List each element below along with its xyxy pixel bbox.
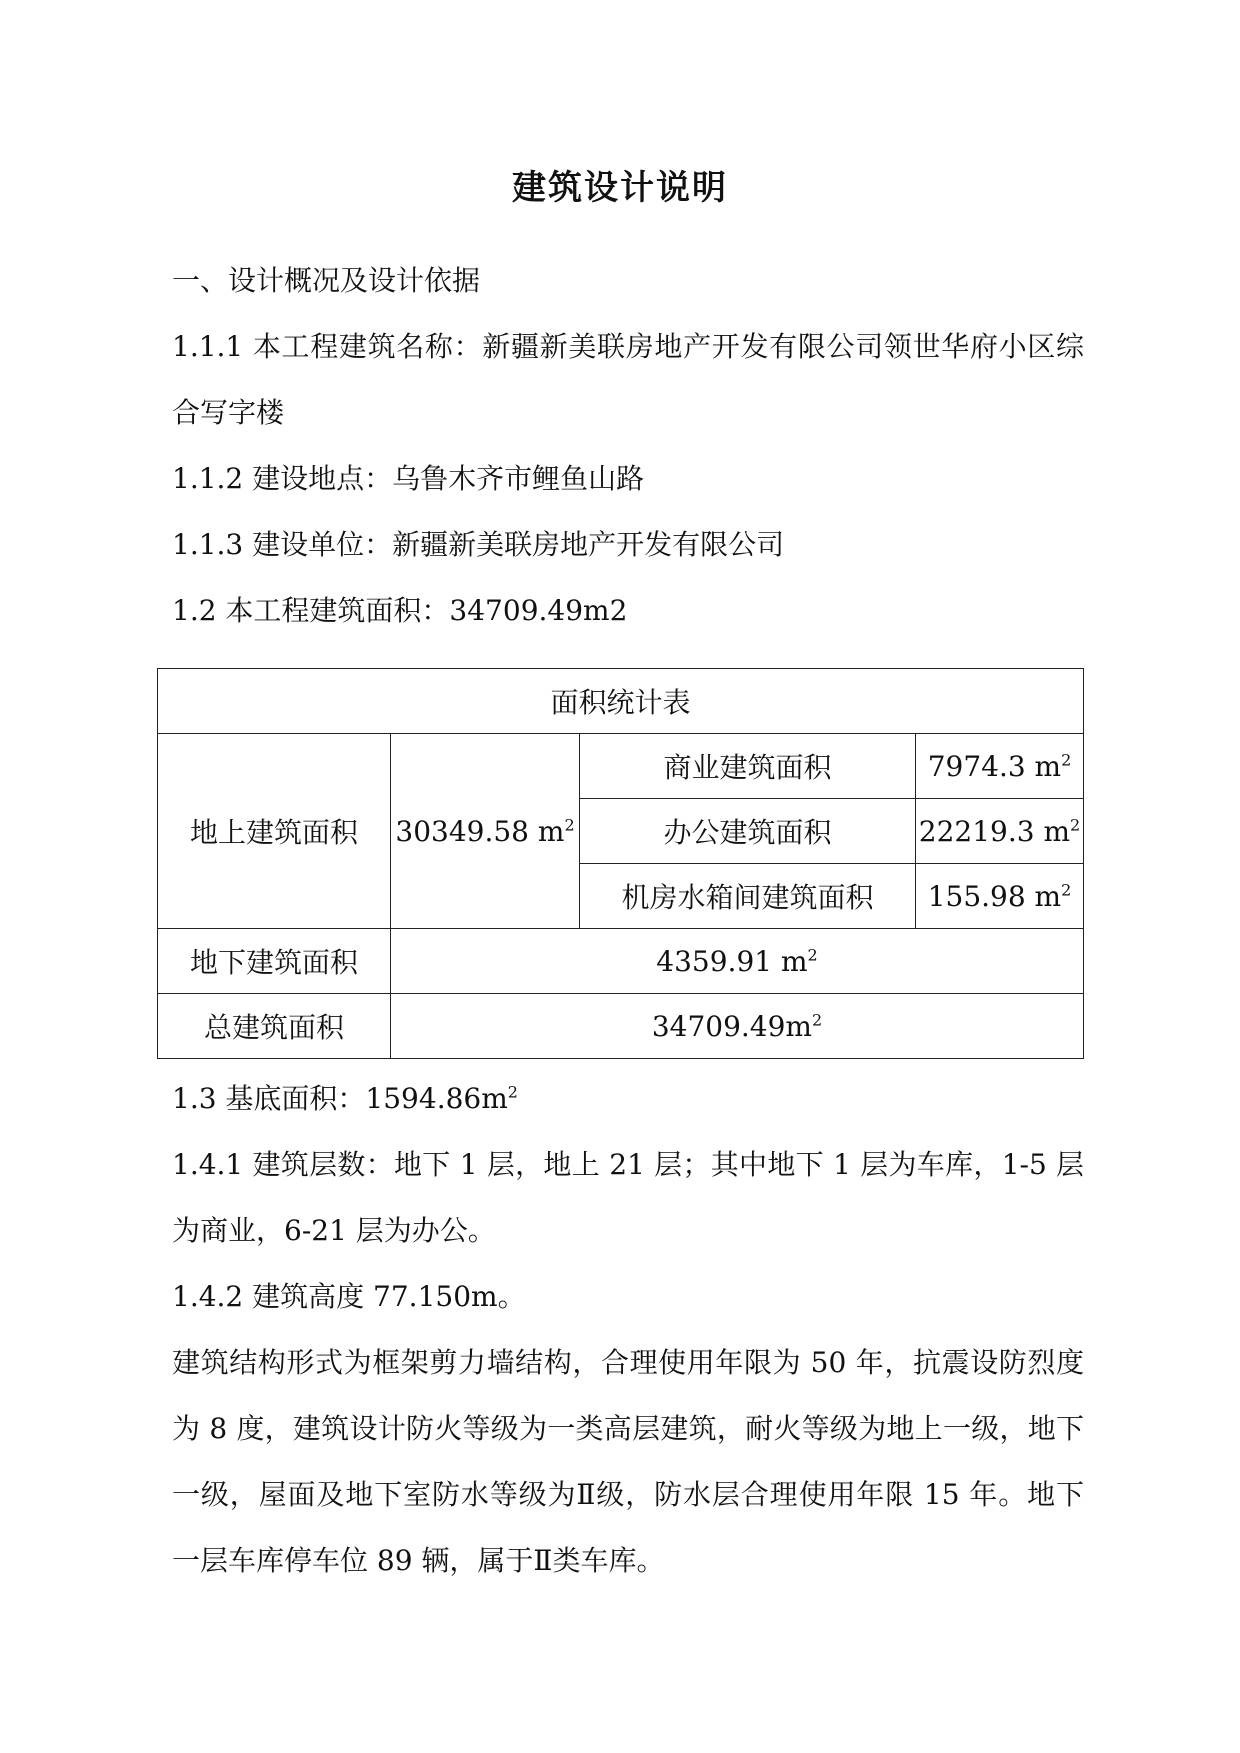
total-area-label: 总建筑面积 (158, 994, 391, 1059)
commercial-area-value: 7974.3 $m^2$ (916, 734, 1084, 799)
paragraph-1-1-2: 1.1.2 建设地点：乌鲁木齐市鲤鱼山路 (172, 462, 645, 495)
commercial-area-label: 商业建筑面积 (580, 734, 916, 799)
paragraph-1-1-1: 1.1.1 本工程建筑名称：新疆新美联房地产开发有限公司领世华府小区综合写字楼 (172, 330, 1084, 429)
paragraph-1-4-2: 1.4.2 建筑高度 77.150m。 (172, 1280, 526, 1313)
machine-room-area-label: 机房水箱间建筑面积 (580, 864, 916, 929)
above-ground-value: 30349.58 $m^2$ (391, 734, 580, 929)
paragraph-structure: 建筑结构形式为框架剪力墙结构，合理使用年限为 50 年，抗震设防烈度为 8 度，建筑设计防火等级为一类高层建筑，耐火等级为地上一级，地下一级，屋面及地下室防水等级为Ⅱ级，防水层合理使用年限 15 年。地下一层车库停车位 89 辆，属于Ⅱ类车库。 (172, 1346, 1084, 1577)
above-ground-label: 地上建筑面积 (158, 734, 391, 929)
office-area-value: 22219.3 $m^2$ (916, 799, 1084, 864)
total-area-value: $34709.49m^2$ (391, 994, 1084, 1059)
paragraph-1-3: 1.3 基底面积：$1594.86m^2$ (172, 1082, 518, 1115)
paragraph-1-2: 1.2 本工程建筑面积：34709.49m2 (172, 594, 628, 627)
machine-room-area-value: 155.98 $m^2$ (916, 864, 1084, 929)
underground-area-value: 4359.91 $m^2$ (391, 929, 1084, 994)
table-title: 面积统计表 (158, 669, 1084, 734)
paragraph-1-4-1: 1.4.1 建筑层数：地下 1 层，地上 21 层；其中地下 1 层为车库，1-5 层为商业，6-21 层为办公。 (172, 1148, 1084, 1247)
page-title: 建筑设计说明 (512, 168, 728, 208)
office-area-label: 办公建筑面积 (580, 799, 916, 864)
section-heading: 一、设计概况及设计依据 (172, 264, 481, 297)
area-statistics-table (157, 668, 1084, 1059)
paragraph-1-1-3: 1.1.3 建设单位：新疆新美联房地产开发有限公司 (172, 528, 785, 561)
underground-area-label: 地下建筑面积 (158, 929, 391, 994)
